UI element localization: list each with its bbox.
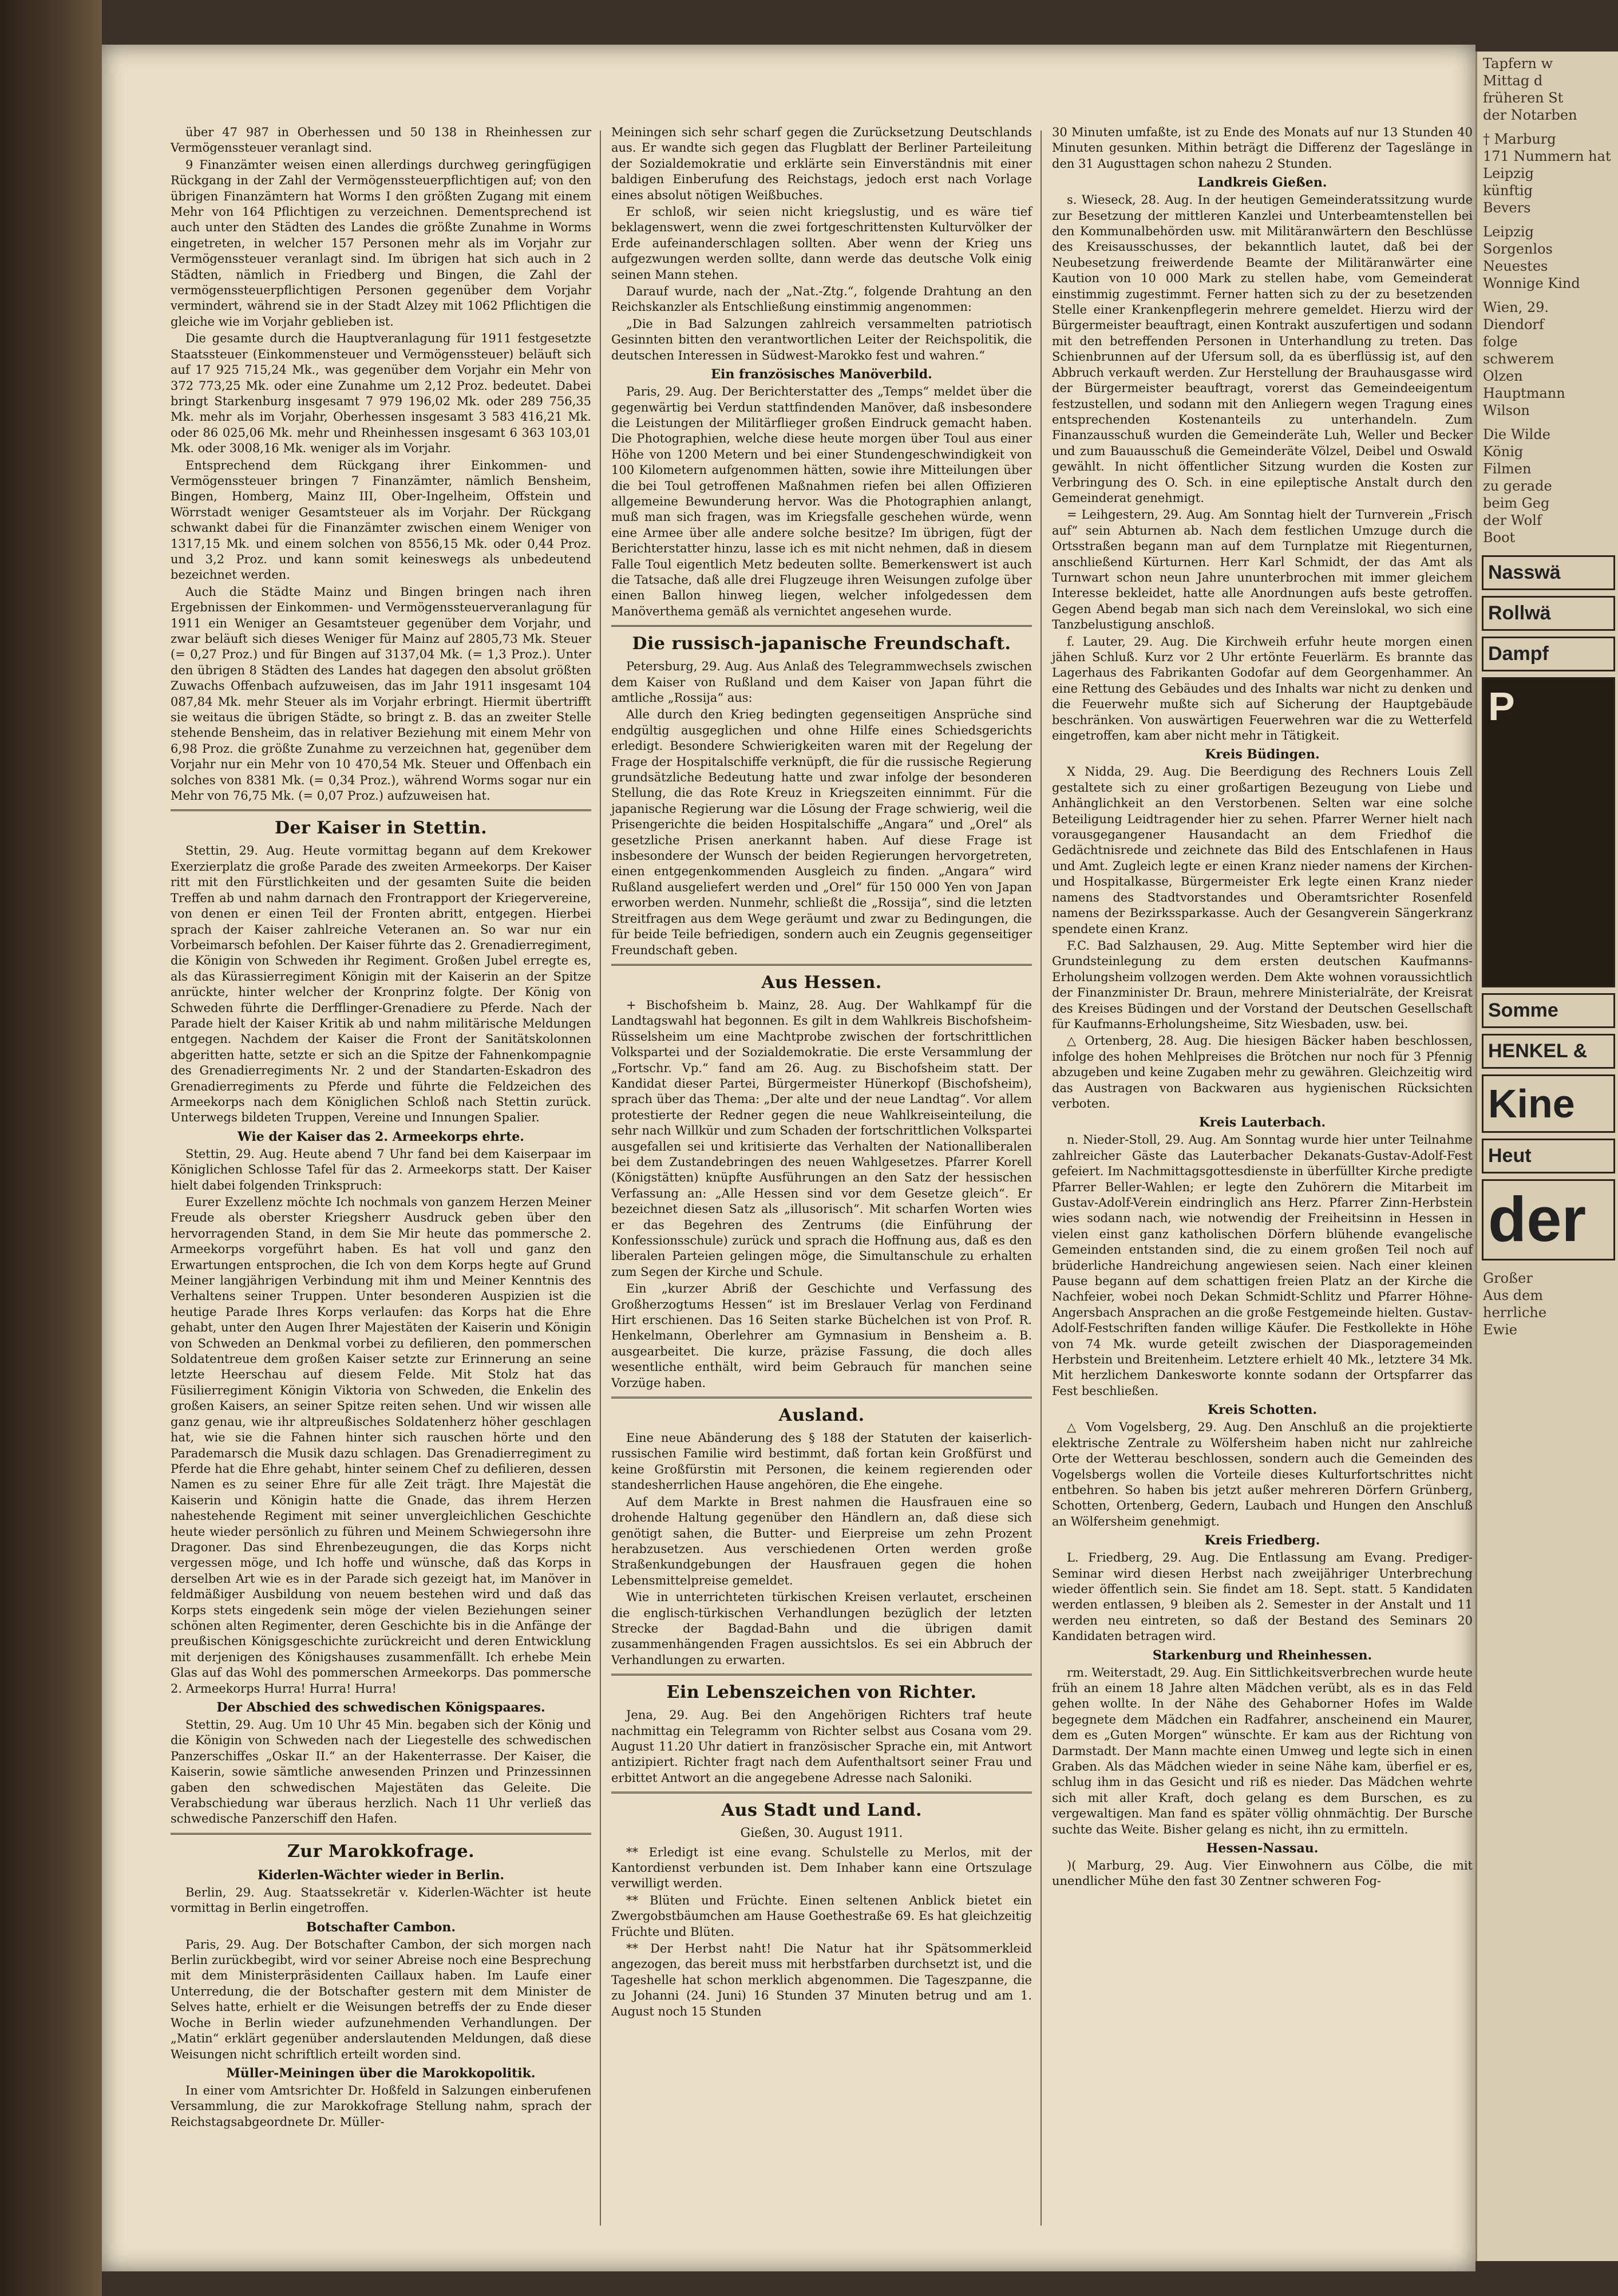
adjacent-page-strip <box>1475 52 1618 2261</box>
column-3 <box>1052 125 1473 1891</box>
dateline: Gießen, 30. August 1911. <box>740 1826 903 1841</box>
advertisement: P <box>1482 677 1615 987</box>
subheading: Kreis Schotten. <box>1207 1402 1318 1418</box>
advertisement: Kine <box>1482 1074 1615 1133</box>
section-heading: Die russisch-japanische Freundschaft. <box>632 634 1011 654</box>
advertisement: Heut <box>1482 1139 1615 1173</box>
strip-text: Leipzig Sorgenlos Neuestes Wonnige Kind <box>1483 224 1580 291</box>
advertisement: der <box>1482 1179 1615 1260</box>
section-rule <box>611 1792 1032 1793</box>
section-rule <box>171 1833 591 1835</box>
paragraph: Auf dem Markte in Brest nahmen die Hausfrauen eine so drohende Haltung gegenüber den Händlern an, daß diese sich genötigt sahen, die Butter- und Eierpreise um zehn Prozent herabzusetzen. Aus verschiedenen Orten werden große Straßenkundgebungen der Hausfrauen gegen die hohen Lebensmittelpreise gemeldet. <box>611 1495 1032 1587</box>
paragraph: Paris, 29. Aug. Der Berichterstatter des „Temps“ meldet über die gegenwärtig bei Verdun stattfindenden Manöver, daß insbesondere die Leistungen der Militärflieger großen Eindruck gemacht haben. Die Photographien, welche diese heute morgen über Toul aus einer Höhe von 1200 Metern und bei einer Stundengeschwindigkeit von 100 Kilometern aufgenommen hätten, sowie ihre Mitteilungen über die bei Toul getroffenen Maßnahmen riefen bei allen Offizieren allgemeine Bewunderung hervor. Was die Photographien anlangt, muß man sich fragen, was im Kriegsfalle geschehen würde, wenn eine Armee über alle andere solche besitze? Im übrigen, fügt der Berichterstatter hinzu, lasse ich es mit nicht nehmen, daß in diesem Falle Toul eigentlich Metz bedeuten sollte. Bemerkenswert ist auch die Tatsache, daß alle drei Flugzeuge ihren Weisungen zufolge über einen Ballon hinweg liegen, welcher infolgedessen dem Manöverthema gemäß als vernichtet angesehen wurde. <box>611 385 1032 618</box>
paragraph: n. Nieder-Stoll, 29. Aug. Am Sonntag wurde hier unter Teilnahme zahlreicher Gäste das Lauterbacher Dekanats-Gustav-Adolf-Fest gefeiert. Im Nachmittagsgottesdienste in überfüllter Kirche predigte Pfarrer Beller-Wahlen; er legte den Zuhörern die Mitarbeit im Gustav-Adolf-Verein eindringlich ans Herz. Pfarrer Zinn-Herbstein wies sodann nach, wie notwendig der Freiheitsinn in Hessen in vielen einst ganz katholischen Dörfern blühende evangelische Gemeinden entstanden sind, die zu einem großen Teil noch auf brüderliche Handreichung angewiesen seien. Nach einer kleinen Pause begann auf dem schattigen freien Platz an der Kirche die Nachfeier, wobei noch Dekan Schmidt-Schlitz und Pfarrer Höhne-Angersbach Ansprachen an die große Festgemeinde hielten. Gustav-Adolf-Festschriften fanden willige Käufer. Die Festkollekte in Höhe von 74 Mk. wurde geteilt zwischen der Diasporagemeinden Herbstein und Breitenheim. Letztere erhielt 40 Mk., letztere 34 Mk. Mit herzlichem Dankesworte konnte sodann der Ortspfarrer das Fest beschließen. <box>1052 1133 1473 1398</box>
subheading: Botschafter Cambon. <box>306 1919 456 1935</box>
advertisement: Somme <box>1482 993 1615 1028</box>
paragraph: 9 Finanzämter weisen einen allerdings durchweg geringfügigen Rückgang in der Zahl der Vermögenssteuerpflichtigen auf; von den übrigen Finanzämtern hat Worms I den größten Zugang mit einem Mehr von 164 Pflichtigen zu verzeichnen. Dementsprechend ist auch unter den Städten des Landes die größte Zunahme in Worms eingetreten, in welcher 157 Personen mehr als im Vorjahr zur Vermögenssteuer veranlagt sind. Im übrigen hat sich auch in 2 Städten, nämlich in Friedberg und Bingen, die Zahl der vermögenssteuerpflichtigen Personen gegenüber dem Vorjahr vermindert, während sie in der Stadt Alzey mit 1062 Pflichtigen die gleiche wie im Vorjahr geblieben ist. <box>171 157 591 329</box>
strip-text: Die Wilde König Filmen zu gerade beim Geg der Wolf Boot <box>1483 426 1552 546</box>
strip-text: Wien, 29. Diendorf folge schwerem Olzen Hauptmann Wilson <box>1483 299 1565 418</box>
column-2 <box>611 125 1032 2021</box>
subheading: Kreis Lauterbach. <box>1198 1115 1326 1131</box>
column-divider <box>600 131 601 2226</box>
subheading: Wie der Kaiser das 2. Armeekorps ehrte. <box>238 1129 524 1144</box>
section-rule <box>611 1674 1032 1675</box>
paragraph: Entsprechend dem Rückgang ihrer Einkommen- und Vermögenssteuer bringen 7 Finanzämter, nämlich Bensheim, Bingen, Homberg, Mainz III, Ober-Ingelheim, Offstein und Wörrstadt weniger Gesamtsteuer als im Vorjahr. Der Rückgang schwankt dabei für die Finanzämter zwischen einem Weniger von 1317,15 Mk. und einem solchen von 8556,15 Mk. oder 0,44 Proz. und 3,2 Proz. und kann somit keineswegs als unbedeutend bezeichnet werden. <box>171 458 591 582</box>
subheading: Kreis Büdingen. <box>1205 747 1320 762</box>
paragraph: Eine neue Abänderung des § 188 der Statuten der kaiserlich-russischen Familie wird bestimmt, daß fortan kein Großfürst und keine Großfürstin mit Personen, die keinem regierenden oder standesherrlichen Hause angehören, die Ehe eingehe. <box>611 1431 1032 1492</box>
section-heading: Aus Stadt und Land. <box>721 1800 922 1821</box>
strip-text: Tapfern w Mittag d früheren St der Notarben <box>1483 56 1577 123</box>
paragraph: + Bischofsheim b. Mainz, 28. Aug. Der Wahlkampf für die Landtagswahl hat begonnen. Es gilt in dem Wahlkreis Bischofsheim-Rüsselsheim um eine Machtprobe zwischen der fortschrittlichen Volkspartei und der Sozialdemokratie. Die erste Versammlung der „Fortschr. Vp.“ fand am 26. Aug. zu Bischofsheim statt. Der Kandidat dieser Partei, Bürgermeister Hünerkopf (Bischofsheim), sprach über das Thema: „Der alte und der neue Landtag“. Vor allem protestierte der Redner gegen die neue Wahlkreiseinteilung, die sehr nach Willkür und zum Schaden der fortschrittlichen Volkspartei ausgefallen sei und kritisierte das Verhalten der Nationalliberalen bei dem Zustandebringen des neuen Wahlgesetzes. Pfarrer Korell (Königstätten) knüpfte Ausführungen an den Satz der hessischen Verfassung an: „Alle Hessen sind vor dem Gesetze gleich“. Er bezeichnet diesen Satz als „illusorisch“. Mit scharfen Worten wies er das Begehren des Zentrums (die Einführung der Konfessionsschule) zurück und sprach die Hoffnung aus, daß es den liberalen Parteien gelingen möge, die Simultanschule zu erhalten zum Segen der Kirche und Schule. <box>611 998 1032 1279</box>
advertisement: Rollwä <box>1482 596 1615 631</box>
section-rule <box>611 625 1032 627</box>
section-rule <box>611 1397 1032 1398</box>
paragraph: Ein „kurzer Abriß der Geschichte und Verfassung des Großherzogtums Hessen“ ist im Breslauer Verlag von Ferdinand Hirt erschienen. Das 16 Seiten starke Büchelchen ist von Prof. R. Henkelmann, Oberlehrer am Gymnasium in Bensheim a. B. ausgearbeitet. Die kurze, präzise Fassung, die doch alles wesentliche enthält, wird beim Gebrauch für manchen seine Vorzüge haben. <box>611 1282 1032 1390</box>
paragraph: Jena, 29. Aug. Bei den Angehörigen Richters traf heute nachmittag ein Telegramm von Richter selbst aus Cosana vom 29. August 11.20 Uhr datiert in französischer Sprache ein, mit Antwort antizipiert. Richter fragt nach dem Aufenthaltsort seiner Frau und erbittet Antwort an die angegebene Adresse nach Saloniki. <box>611 1708 1032 1785</box>
subheading: Kiderlen-Wächter wieder in Berlin. <box>257 1867 505 1883</box>
paragraph: Auch die Städte Mainz und Bingen bringen nach ihren Ergebnissen der Einkommen- und Vermögenssteuerveranlagung für 1911 ein Weniger an Gesamtsteuer gegenüber dem Vorjahr, und zwar beläuft sich dieses Weniger für Mainz auf 2805,73 Mk. Steuer (= 0,27 Proz.) und für Bingen auf 3137,04 Mk. (= 1,3 Proz.). Unter den übrigen 8 Städten des Landes hat dagegen den absolut größten Zuwachs Offenbach aufzuweisen, das im Jahr 1911 insgesamt 104 087,84 Mk. mehr Steuer als im Vorjahr erbringt. Hiermit übertrifft sie weitaus die übrigen Städte, so bringt z. B. das an zweiter Stelle stehende Bensheim, das in relativer Beziehung mit einem Mehr von 6,98 Proz. die größte Zunahme zu verzeichnen hat, gegenüber dem Vorjahr nur ein Mehr von 10 470,54 Mk. Steuer und Offenbach ein solches von 8381 Mk. (= 0,34 Proz.), während Worms sogar nur ein Mehr von 76,75 Mk. (= 0,07 Proz.) aufzuweisen hat. <box>171 584 591 803</box>
paragraph: Er schloß, wir seien nicht kriegslustig, und es wäre tief beklagenswert, wenn die zwei fortgeschrittensten Kulturvölker der Erde aufeinanderschlagen sollten. Aber wenn der Krieg uns aufgezwungen werden sollte, dann werde das deutsche Volk einig seinen Mann stehen. <box>611 205 1032 282</box>
section-heading: Ein Lebenszeichen von Richter. <box>666 1682 977 1703</box>
paragraph: Darauf wurde, nach der „Nat.-Ztg.“, folgende Drahtung an den Reichskanzler als Entschließung einstimmig angenommen: <box>611 284 1032 314</box>
paragraph: ** Blüten und Früchte. Einen seltenen Anblick bietet ein Zwergobstbäumchen am Hause Goethestraße 69. Es hat gleichzeitig Früchte und Blüten. <box>611 1893 1032 1939</box>
subheading: Starkenburg und Rheinhessen. <box>1152 1647 1372 1663</box>
advertisement: Nasswä <box>1482 555 1615 590</box>
paragraph: Meiningen sich sehr scharf gegen die Zurücksetzung Deutschlands aus. Er wandte sich gegen das Flugblatt der Berliner Parteileitung der Sozialdemokratie und erklärte sein Einverständnis mit einer baldigen Einberufung des Reichstags, jedoch erst nach Vorlage eines absolut nötigen Weißbuches. <box>611 125 1032 202</box>
book-gutter <box>0 0 102 2296</box>
paragraph: über 47 987 in Oberhessen und 50 138 in Rheinhessen zur Vermögenssteuer veranlagt sind. <box>171 125 591 155</box>
subheading: Hessen-Nassau. <box>1206 1841 1319 1856</box>
advertisement: HENKEL & <box>1482 1034 1615 1069</box>
paragraph: ** Der Herbst naht! Die Natur hat ihr Spätsommerkleid angezogen, das bereit muss mit herbstfarben durchsetzt ist, und die Tageshelle hat schon merklich abgenommen. Die Tageszpanne, die zu Johanni (24. Juni) 16 Stunden 37 Minuten betrug und am 1. August noch 15 Stunden <box>611 1942 1032 2018</box>
paragraph: rm. Weiterstadt, 29. Aug. Ein Sittlichkeitsverbrechen wurde heute früh an einem 18 Jahre alten Mädchen verübt, als es in das Feld gehen wollte. In der Nähe des Gehaborner Hofes im Walde begegnete dem Mädchen ein Radfahrer, anscheinend ein Maurer, dem es „Guten Morgen“ wünschte. Er kam aus der Richtung von Darmstadt. Der Mann machte einen Umweg und legte sich in einen Graben. Als das Mädchen wieder in seine Nähe kam, überfiel er es, schlug ihm in das Gesicht und riß es nieder. Das Mädchen wehrte sich mit aller Kraft, doch gelang es dem Burschen, es zu vergewaltigen. Man fand es später völlig ohnmächtig. Der Bursche suchte das Weite. Bisher gelang es nicht, ihn zu ermitteln. <box>1052 1665 1473 1836</box>
paragraph: Berlin, 29. Aug. Staatssekretär v. Kiderlen-Wächter ist heute vormittag in Berlin eingetroffen. <box>171 1885 591 1915</box>
column-divider <box>1041 131 1042 2226</box>
subheading: Kreis Friedberg. <box>1204 1533 1320 1548</box>
section-heading: Zur Marokkofrage. <box>287 1841 475 1862</box>
subheading: Der Abschied des schwedischen Königspaares. <box>216 1700 545 1715</box>
newspaper-page <box>102 45 1475 2271</box>
section-heading: Ausland. <box>778 1405 865 1426</box>
paragraph: Stettin, 29. Aug. Heute vormittag begann auf dem Krekower Exerzierplatz die große Parade des zweiten Armeekorps. Der Kaiser ritt mit den Fürstlichkeiten und der gesamten Suite die beiden Treffen ab und nahm darnach den Frontrapport der Kriegervereine, von denen er einen Teil der Fronten abritt, entgegen. Hierbei sprach der Kaiser zahlreiche Veteranen an. So war nur ein Vorbeimarsch befohlen. Der Kaiser führte das 2. Grenadierregiment, die Königin von Schweden ihr Regiment. Großen Jubel erregte es, als das Kürassierregiment Königin mit der Kaiserin an der Spitze anrückte, hinter welcher der Kronprinz folgte. Der König von Schweden führte die Derfflinger-Grenadiere zu Pferde. Nach der Parade hielt der Kaiser Kritik ab und nahm militärische Meldungen entgegen. Nachdem der Kaiser die Front der Sanitätskolonnen abgeritten hatte, setzte er sich an die Spitze der Fahnenkompagnie des Grenadierregiments Nr. 2 und der Standarten-Eskadron des Grenadierregiments zu Pferde und führte die Feldzeichen des Armeekorps nach dem Königlichen Schloß nach Stettin zurück. Unterwegs bildeten Truppen, Vereine und Innungen Spalier. <box>171 844 591 1125</box>
paragraph: ** Erledigt ist eine evang. Schulstelle zu Merlos, mit der Kantordienst verbunden ist. Dem Inhaber kann eine Ortszulage verwilligt werden. <box>611 1845 1032 1891</box>
subheading: Müller-Meiningen über die Marokkopolitik. <box>226 2065 536 2081</box>
paragraph: △ Vom Vogelsberg, 29. Aug. Den Anschluß an die projektierte elektrische Zentrale zu Wölfersheim haben nicht nur zahlreiche Orte der Wetterau beschlossen, sondern auch die Gemeinden des Vogelsbergs wollen die Vorteile dieses Kulturfortschrittes nicht entbehren. So haben bis jetzt außer mehreren Dörfern Grünberg, Schotten, Ortenberg, Gedern, Laubach und Hungen den Anschluß an Wölfersheim genehmigt. <box>1052 1420 1473 1528</box>
paragraph: △ Ortenberg, 28. Aug. Die hiesigen Bäcker haben beschlossen, infolge des hohen Mehlpreises die Brötchen nur noch für 3 Pfennig abzugeben und keine Zugaben mehr zu gewähren. Gleichzeitig wird das Austragen von Backwaren aus hygienischen Rücksichten verboten. <box>1052 1034 1473 1111</box>
paragraph: F.C. Bad Salzhausen, 29. Aug. Mitte September wird hier die Grundsteinlegung zu dem ersten deutschen Kaufmanns-Erholungsheim vollzogen werden. Dem Akte wohnen voraussichtlich der Finanzminister Dr. Braun, mehrere Ministerialräte, der Kreisrat des Kreises Büdingen und der Vorstand der Deutschen Gesellschaft für Kaufmanns-Erholungsheime, Sitz Wiesbaden, usw. bei. <box>1052 938 1473 1031</box>
strip-text: † Marburg 171 Nummern hat Leipzig künftig Bevers <box>1483 131 1611 216</box>
paragraph: Stettin, 29. Aug. Um 10 Uhr 45 Min. begaben sich der König und die Königin von Schweden nach der Liegestelle des schwedischen Panzerschiffes „Oskar II.“ an der Hakenterrasse. Der Kaiser, die Kaiserin, sowie sämtliche anwesenden Prinzen und Prinzessinnen gaben den schwedischen Majestäten das Geleite. Die Verabschiedung war überaus herzlich. Nach 11 Uhr verließ das schwedische Panzerschiff den Hafen. <box>171 1718 591 1826</box>
paragraph: f. Lauter, 29. Aug. Die Kirchweih erfuhr heute morgen einen jähen Schluß. Kurz vor 2 Uhr ertönte Feuerlärm. Es brannte das Lagerhaus des Fabrikanten Godofar auf dem Georgenhammer. An eine Rettung des Gebäudes und des Inhalts war nicht zu denken und die Feuerwehr mußte sich auf Sicherung der Hauptgebäude beschränken. Von auswärtigen Feuerwehren war die zu Wetterfeld eingetroffen, kam aber nicht mehr in Tätigkeit. <box>1052 634 1473 743</box>
paragraph: X Nidda, 29. Aug. Die Beerdigung des Rechners Louis Zell gestaltete sich zu einer großartigen Bezeugung von Liebe und Anhänglichkeit an den Verstorbenen. Selten war eine solche Beteiligung Leidtragender hier zu sehen. Pfarrer Werner hielt nach vorausgegangener Hausandacht an dem Friedhof die Gedächtnisrede und zeichnete das Bild des Entschlafenen in Haus und Amt. Zugleich legte er einen Kranz nieder namens der Kirchen- und Hospitalkasse, Bürgermeister Erk legte einen Kranz nieder namens des Stadtvorstandes und Oberamtsrichter Rosenfeld namens der Bezirkssparkasse. Auch der Gesangverein Sängerkranz spendete einen Kranz. <box>1052 765 1473 936</box>
section-rule <box>611 964 1032 966</box>
paragraph: 30 Minuten umfaßte, ist zu Ende des Monats auf nur 13 Stunden 40 Minuten gesunken. Mithin beträgt die Differenz der Tageslänge in den 31 Augusttagen schon nahezu 2 Stunden. <box>1052 125 1473 171</box>
column-1 <box>171 125 591 2131</box>
subheading: Ein französisches Manöverbild. <box>711 367 932 382</box>
paragraph: s. Wieseck, 28. Aug. In der heutigen Gemeinderatssitzung wurde zur Besetzung der mittleren Kanzlei und Unterbeamtenstellen bei den Kommunalbehörden usw. mit Militäranwärtern den Beschlüsse des Kreisausschusses, der bekanntlich lautet, daß bei der Neubesetzung freiwerdende Beamte der Militäranwärter eine Kaution von 10 000 Mark zu stellen habe, vom Gemeinderat einstimmig zugestimmt. Ferner hatten sich zu der zu besetzenden Stelle einer Krankenpflegerin mehrere gemeldet. Hierzu wird der Bürgermeister beauftragt, einen Kontrakt auszufertigen und sodann mit den betreffenden Personen in Unterhandlung zu treten. Das Schienbrunnen auf der Ufersum soll, da es überflüssig ist, auf den Abbruch verkauft werden. Zur Herstellung der Brauhausgasse wird der Bürgermeister beauftragt, vorerst das Gemeindeeigentum festzustellen, und sodann mit den Anliegern wegen Tragung eines entsprechenden Kostenanteils zu unterhandeln. Zum Finanzausschuß wurden die Gemeinderäte Luh, Weller und Becker und zum Bauausschuß die Gemeinderäte Völzel, Deibel und Oswald gewählt. In nicht öffentlicher Sitzung wurden die Kosten zur Verbringung des O. Sch. in eine epileptische Anstalt durch den Gemeinderat genehmigt. <box>1052 193 1473 505</box>
paragraph: Eurer Exzellenz möchte Ich nochmals von ganzem Herzen Meiner Freude als oberster Kriegsherr Ausdruck geben über den hervorragenden Stand, in dem Sie Mir heute das pommersche 2. Armeekorps vorgeführt haben. Es hat voll und ganz den Erwartungen entsprochen, die Ich von dem Korps hegte auf Grund Meiner langjährigen Verbindung mit ihm und Meiner Kenntnis des Verhaltens seiner Truppen. Unter besonderen Auspizien ist die heutige Parade Ihres Korps verlaufen: das Korps hat die Ehre gehabt, unter den Augen Ihrer Majestäten der Kaiserin und Königin von Schweden an Denkmal vorbei zu defilieren, den pommerschen Soldatentreue dem großen Kaiser setzte zur Erinnerung an seine letzte Heerschau auf diesem Felde. Mit Stolz hat das Füsilierregiment Königin Viktoria von Schweden, die Enkelin des großen Kaisers, an seiner Spitze reiten sehen. Und wir wissen alle ganz genau, wie ihr altpreußisches Soldatenherz höher geschlagen hat, wie sie die Fahnen hinter sich rauschen hörte und den Parademarsch die Musik dazu schlagen. Das Grenadierregiment zu Pferde hat die Ehre gehabt, hinter seinem Chef zu defilieren, dessen Namen es zu seiner Ehre für alle Zeit trägt. Ihre Majestät die Kaiserin und Königin hatte die Gnade, das ihrem Herzen nahestehende Regiment mit seiner unvergleichlichen Geschichte heute wieder persönlich zu führen und Meinem Schwiegersohn ihre Dragoner. Das sind Ehrenbezeugungen, die das Korps nicht vergessen möge, und Ich hoffe und wünsche, daß das Korps in derselben Art wie es in der Parade sich gezeigt hat, im Manöver in feldmäßiger Ausbildung von neuem bestehen wird und daß das Korps stets eingedenk sein möge der vielen Beziehungen seiner schönen alten Regimenter, deren Geschichte bis in die Anfänge der preußischen Königsgeschichte zurückreicht und deren Entwicklung mit derjenigen des Königshauses zusammenfällt. Ich erhebe Mein Glas auf das Wohl des pommerschen Armeekorps. Das pommersche 2. Armeekorps Hurra! Hurra! Hurra! <box>171 1195 591 1696</box>
strip-text: Großer Aus dem herrliche Ewie <box>1483 1270 1547 1338</box>
section-rule <box>171 809 591 811</box>
paragraph: = Leihgestern, 29. Aug. Am Sonntag hielt der Turnverein „Frisch auf“ sein Abturnen ab. Nach dem festlichen Umzuge durch die Ortsstraßen begann man auf dem Turnplatze mit Riegenturnen, anschließend Kürturnen. Herr Karl Schmidt, der das Amt als Turnwart schon neun Jahre ununterbrochen mit immer gleichem Interesse bekleidet, hatte alle Anordnungen aufs beste getroffen. Gegen Abend begab man sich nach dem Vereinslokal, wo sich eine Tanzbelustigung anschloß. <box>1052 508 1473 632</box>
paragraph: L. Friedberg, 29. Aug. Die Entlassung am Evang. Prediger-Seminar wird diesen Herbst nach zweijähriger Unterbrechung wieder öffentlich sein. Sie findet am 18. Sept. statt. 5 Kandidaten werden entlassen, 9 bleiben als 2. Semester in der Anstalt und 11 werden neu eintreten, so daß der Bestand des Seminars 20 Kandidaten betragen wird. <box>1052 1551 1473 1643</box>
section-heading: Aus Hessen. <box>761 972 882 993</box>
paragraph: Wie in unterrichteten türkischen Kreisen verlautet, erscheinen die englisch-türkischen Verhandlungen bezüglich der letzten Strecke der Bagdad-Bahn und die übrigen damit zusammenhängenden Fragen aussichtslos. Es sei ein Abbruch der Verhandlungen zu erwarten. <box>611 1590 1032 1667</box>
subheading: Landkreis Gießen. <box>1197 175 1327 191</box>
paragraph: In einer vom Amtsrichter Dr. Hoßfeld in Salzungen einberufenen Versammlung, die zur Marokkofrage Stellung nahm, sprach der Reichstagsabgeordnete Dr. Müller- <box>171 2083 591 2129</box>
paragraph: )( Marburg, 29. Aug. Vier Einwohnern aus Cölbe, die mit unendlicher Mühe den fast 30 Zentner schweren Fog- <box>1052 1859 1473 1888</box>
paragraph: „Die in Bad Salzungen zahlreich versammelten patriotisch Gesinnten bitten den verantwortlichen Leiter der Reichspolitik, die deutschen Interessen in Südwest-Marokko fest und wahren.“ <box>611 317 1032 362</box>
advertisement: Dampf <box>1482 637 1615 671</box>
paragraph: Petersburg, 29. Aug. Aus Anlaß des Telegrammwechsels zwischen dem Kaiser von Rußland und dem Kaiser von Japan führt die amtliche „Rossija“ aus: <box>611 659 1032 705</box>
paragraph: Die gesamte durch die Hauptveranlagung für 1911 festgesetzte Staatssteuer (Einkommensteuer und Vermögenssteuer) beläuft sich auf 17 925 715,24 Mk., was gegenüber dem Vorjahr ein Mehr von 372 773,25 Mk. oder eine Zunahme um 2,12 Proz. bedeutet. Dabei bringt Starkenburg insgesamt 7 979 196,02 Mk. oder 289 756,35 Mk. mehr als im Vorjahr, Oberhessen insgesamt 3 583 416,21 Mk. oder 86 025,06 Mk. mehr und Rheinhessen insgesamt 6 363 103,01 Mk. oder 3008,16 Mk. weniger als im Vorjahr. <box>171 331 591 456</box>
paragraph: Stettin, 29. Aug. Heute abend 7 Uhr fand bei dem Kaiserpaar im Königlichen Schlosse Tafel für das 2. Armeekorps statt. Der Kaiser hielt dabei folgenden Trinkspruch: <box>171 1147 591 1192</box>
paragraph: Paris, 29. Aug. Der Botschafter Cambon, der sich morgen nach Berlin zurückbegibt, wird vor seiner Abreise noch eine Besprechung mit dem Ministerpräsidenten Caillaux haben. Im Laufe einer Unterredung, die der Botschafter gestern mit dem Minister de Selves hatte, erhielt er die Weisungen betreffs der zu Ende dieser Woche in Berlin wieder aufzunehmenden Verhandlungen. Der „Matin“ erklärt gegenüber anderslautenden Meldungen, daß diese Weisungen nicht schriftlich erteilt worden sind. <box>171 1937 591 2061</box>
paragraph: Alle durch den Krieg bedingten gegenseitigen Ansprüche sind endgültig ausgeglichen und ohne Hilfe eines Schiedsgerichts erledigt. Besondere Schwierigkeiten waren mit der Regelung der Frage der Hospitalschiffe verknüpft, die für die russische Regierung grundsätzliche Bedeutung hatte und zwar infolge der besonderen Stellung, die das Rote Kreuz in Kriegszeiten einnimmt. Für die japanische Regierung war die Lösung der Frage schwierig, weil die Prisengerichte die beiden Hospitalschiffe „Angara“ und „Orel“ als gesetzliche Prisen anerkannt haben. Auf diese Frage ist insbesondere der Wunsch der beiden Regierungen hervorgetreten, einen entgegenkommenden Ausgleich zu finden. „Angara“ wird Rußland ausgeliefert werden und „Orel“ für 150 000 Yen von Japan erworben werden. Nunmehr, schließt die „Rossija“, sind die letzten Streitfragen aus dem Wege geräumt und zwar zu Bedingungen, die für beide Teile befriedigen, sondern auch ein Zeugnis gegenseitiger Freundschaft geben. <box>611 708 1032 957</box>
section-heading: Der Kaiser in Stettin. <box>274 818 488 839</box>
